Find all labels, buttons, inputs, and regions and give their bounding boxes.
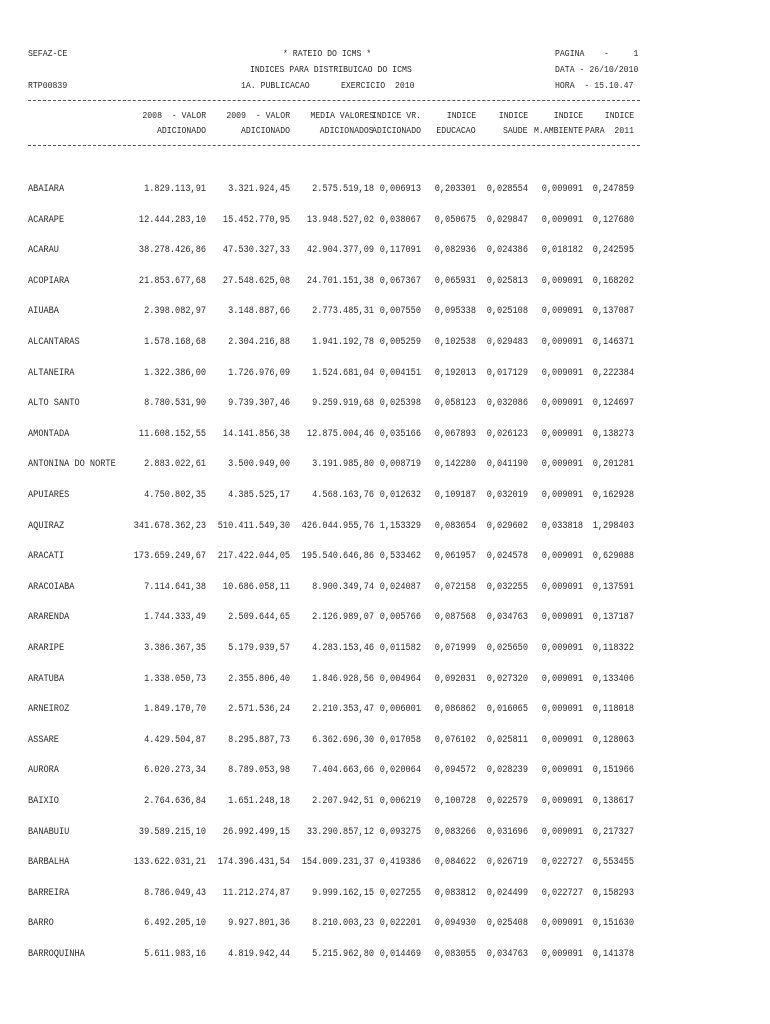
cell-indice-m-ambiente: 0,009091 — [541, 918, 583, 930]
municipality-name: AIUABA — [28, 306, 59, 318]
table-row — [0, 788, 770, 819]
cell-indice-educacao: 0,083266 — [434, 826, 476, 838]
cell-indice-educacao: 0,071999 — [434, 643, 476, 654]
column-header-indice-vr-adicionado-line1: INDICE VR. — [371, 110, 421, 121]
municipality-name: ALTANEIRA — [28, 367, 75, 379]
cell-indice-vr-adicionado: 0,004151 — [379, 367, 421, 379]
cell-indice-m-ambiente: 0,009091 — [541, 275, 583, 287]
cell-indice-m-ambiente: 0,033818 — [541, 520, 583, 532]
cell-indice-m-ambiente: 0,009091 — [541, 367, 583, 379]
cell-indice-educacao: 0,061957 — [434, 551, 476, 563]
cell-media-valores: 4.283.153,46 — [312, 643, 374, 654]
cell-indice-vr-adicionado: 0,117091 — [379, 245, 421, 257]
cell-indice-2011: 0,141378 — [592, 949, 634, 960]
cell-media-valores: 4.568.163,76 — [312, 490, 374, 501]
cell-indice-m-ambiente: 0,009091 — [541, 826, 583, 838]
municipality-name: ASSARE — [28, 734, 59, 746]
cell-value-2009: 2.571.536,24 — [228, 704, 290, 716]
cell-value-2009: 1.651.248,18 — [228, 796, 290, 807]
cell-value-2009: 4.385.525,17 — [228, 490, 290, 501]
cell-value-2009: 510.411.549,30 — [217, 520, 290, 532]
cell-indice-educacao: 0,092031 — [434, 673, 476, 685]
cell-indice-vr-adicionado: 0,011582 — [379, 643, 421, 654]
column-header-media-valores-line2: ADICIONADOS — [320, 125, 374, 136]
cell-indice-saude: 0,026719 — [486, 857, 528, 869]
cell-indice-educacao: 0,076102 — [434, 734, 476, 746]
municipality-name: ALCANTARAS — [28, 337, 80, 348]
cell-value-2008: 11.608.152,55 — [138, 428, 206, 440]
cell-value-2009: 10.686.058,11 — [222, 581, 290, 593]
cell-indice-2011: 0,138273 — [592, 428, 634, 440]
cell-indice-m-ambiente: 0,009091 — [541, 551, 583, 563]
cell-indice-2011: 0,201281 — [592, 459, 634, 471]
cell-indice-vr-adicionado: 0,006001 — [379, 704, 421, 716]
cell-indice-vr-adicionado: 0,006219 — [379, 796, 421, 807]
cell-indice-saude: 0,027320 — [486, 673, 528, 685]
cell-indice-2011: 0,137591 — [592, 581, 634, 593]
cell-indice-m-ambiente: 0,009091 — [541, 184, 583, 195]
cell-media-valores: 6.362.696,30 — [312, 734, 374, 746]
cell-indice-vr-adicionado: 0,025398 — [379, 398, 421, 410]
table-row — [0, 910, 770, 941]
header-center-line2: INDICES PARA DISTRIBUICAO DO ICMS — [250, 64, 412, 75]
cell-indice-vr-adicionado: 0,093275 — [379, 826, 421, 838]
table-row — [0, 237, 770, 268]
cell-indice-saude: 0,026123 — [486, 428, 528, 440]
cell-media-valores: 2.126.989,07 — [312, 612, 374, 624]
cell-indice-educacao: 0,083654 — [434, 520, 476, 532]
cell-indice-m-ambiente: 0,009091 — [541, 765, 583, 777]
municipality-name: ANTONINA DO NORTE — [28, 459, 116, 471]
cell-indice-educacao: 0,087568 — [434, 612, 476, 624]
cell-indice-2011: 0,138617 — [592, 796, 634, 807]
cell-indice-educacao: 0,082936 — [434, 245, 476, 257]
cell-indice-m-ambiente: 0,009091 — [541, 428, 583, 440]
cell-value-2009: 1.726.976,09 — [228, 367, 290, 379]
cell-media-valores: 12.875.004,46 — [306, 428, 374, 440]
cell-indice-m-ambiente: 0,009091 — [541, 581, 583, 593]
cell-indice-m-ambiente: 0,009091 — [541, 734, 583, 746]
header-right-line1: PAGINA - 1 — [555, 48, 639, 59]
table-row — [0, 574, 770, 605]
cell-indice-2011: 0,118018 — [592, 704, 634, 716]
municipality-name: ACARAU — [28, 245, 59, 257]
cell-indice-m-ambiente: 0,009091 — [541, 490, 583, 501]
cell-indice-vr-adicionado: 0,027255 — [379, 887, 421, 899]
cell-indice-2011: 0,222384 — [592, 367, 634, 379]
cell-indice-educacao: 0,072158 — [434, 581, 476, 593]
column-header-indice-educacao-line1: INDICE — [446, 110, 476, 121]
cell-indice-vr-adicionado: 0,008719 — [379, 459, 421, 471]
cell-indice-vr-adicionado: 0,024087 — [379, 581, 421, 593]
cell-media-valores: 24.701.151,38 — [306, 275, 374, 287]
municipality-name: BAIXIO — [28, 796, 59, 807]
cell-indice-educacao: 0,100728 — [434, 796, 476, 807]
table-row — [0, 298, 770, 329]
header-rule-top — [28, 100, 640, 101]
cell-value-2008: 5.611.983,16 — [144, 949, 206, 960]
cell-indice-saude: 0,029847 — [486, 214, 528, 226]
cell-indice-2011: 0,629088 — [592, 551, 634, 563]
cell-indice-saude: 0,034763 — [486, 949, 528, 960]
cell-value-2009: 174.396.431,54 — [217, 857, 290, 869]
cell-media-valores: 154.009.231,37 — [301, 857, 374, 869]
cell-indice-2011: 0,124697 — [592, 398, 634, 410]
cell-media-valores: 7.404.663,66 — [312, 765, 374, 777]
column-header-value-2009-line1: 2009 - VALOR — [226, 110, 290, 121]
cell-indice-2011: 1,298403 — [592, 520, 634, 532]
cell-indice-educacao: 0,142280 — [434, 459, 476, 471]
table-row — [0, 360, 770, 391]
cell-indice-educacao: 0,058123 — [434, 398, 476, 410]
table-row — [0, 604, 770, 635]
cell-indice-2011: 0,242595 — [592, 245, 634, 257]
header-center-line3b: EXERCICIO 2010 — [341, 80, 415, 91]
cell-indice-m-ambiente: 0,018182 — [541, 245, 583, 257]
table-row — [0, 482, 770, 513]
cell-value-2009: 8.789.053,98 — [228, 765, 290, 777]
cell-indice-saude: 0,025408 — [486, 918, 528, 930]
municipality-name: ARATUBA — [28, 673, 65, 685]
municipality-name: BANABUIU — [28, 826, 70, 838]
cell-value-2009: 4.819.942,44 — [228, 949, 290, 960]
cell-indice-saude: 0,024499 — [486, 887, 528, 899]
cell-value-2009: 15.452.770,95 — [222, 214, 290, 226]
cell-value-2009: 2.355.806,40 — [228, 673, 290, 685]
cell-indice-educacao: 0,102538 — [434, 337, 476, 348]
cell-indice-educacao: 0,109187 — [434, 490, 476, 501]
cell-indice-m-ambiente: 0,009091 — [541, 459, 583, 471]
cell-indice-m-ambiente: 0,009091 — [541, 398, 583, 410]
cell-indice-vr-adicionado: 0,012632 — [379, 490, 421, 501]
cell-indice-2011: 0,151630 — [592, 918, 634, 930]
cell-value-2008: 4.750.802,35 — [144, 490, 206, 501]
table-row — [0, 757, 770, 788]
cell-value-2008: 1.829.113,91 — [144, 184, 206, 195]
municipality-name: ALTO SANTO — [28, 398, 80, 410]
cell-value-2008: 1.338.050,73 — [144, 673, 206, 685]
table-row — [0, 696, 770, 727]
cell-indice-2011: 0,151966 — [592, 765, 634, 777]
cell-media-valores: 5.215.962,80 — [312, 949, 374, 960]
cell-indice-saude: 0,022579 — [486, 796, 528, 807]
cell-media-valores: 426.044.955,76 — [301, 520, 374, 532]
cell-indice-educacao: 0,203301 — [434, 184, 476, 195]
cell-value-2009: 3.500.949,00 — [228, 459, 290, 471]
municipality-name: ARARENDA — [28, 612, 70, 624]
column-header-indice-2011-line2: PARA 2011 — [584, 125, 634, 136]
cell-indice-m-ambiente: 0,022727 — [541, 887, 583, 899]
cell-value-2008: 1.744.333,49 — [144, 612, 206, 624]
cell-indice-m-ambiente: 0,009091 — [541, 337, 583, 348]
cell-media-valores: 1.846.928,56 — [312, 673, 374, 685]
cell-value-2008: 4.429.504,87 — [144, 734, 206, 746]
table-row — [0, 421, 770, 452]
cell-media-valores: 1.524.681,04 — [312, 367, 374, 379]
cell-media-valores: 2.207.942,51 — [312, 796, 374, 807]
municipality-name: AQUIRAZ — [28, 520, 65, 532]
cell-indice-saude: 0,032019 — [486, 490, 528, 501]
cell-indice-2011: 0,137187 — [592, 612, 634, 624]
cell-indice-saude: 0,028554 — [486, 184, 528, 195]
cell-indice-vr-adicionado: 0,533462 — [379, 551, 421, 563]
column-header-media-valores-line1: MEDIA VALORES — [310, 110, 374, 121]
cell-indice-saude: 0,017129 — [486, 367, 528, 379]
column-header-indice-m-ambiente-line1: INDICE — [553, 110, 583, 121]
cell-indice-saude: 0,041190 — [486, 459, 528, 471]
cell-value-2009: 8.295.887,73 — [228, 734, 290, 746]
cell-value-2008: 1.322.386,00 — [144, 367, 206, 379]
cell-value-2009: 2.304.216,88 — [228, 337, 290, 348]
cell-media-valores: 9.999.162,15 — [312, 887, 374, 899]
header-right-line2: DATA - 26/10/2010 — [555, 64, 639, 75]
table-row — [0, 666, 770, 697]
cell-value-2009: 47.530.327,33 — [222, 245, 290, 257]
cell-value-2008: 6.020.273,34 — [144, 765, 206, 777]
cell-indice-vr-adicionado: 0,006913 — [379, 184, 421, 195]
cell-indice-saude: 0,025650 — [486, 643, 528, 654]
cell-indice-m-ambiente: 0,009091 — [541, 643, 583, 654]
cell-indice-saude: 0,034763 — [486, 612, 528, 624]
header-center-line3a: 1A. PUBLICACAO — [241, 80, 310, 91]
cell-media-valores: 1.941.192,78 — [312, 337, 374, 348]
cell-indice-saude: 0,028239 — [486, 765, 528, 777]
column-header-value-2009-line2: ADICIONADO — [240, 125, 290, 136]
table-row — [0, 390, 770, 421]
cell-indice-2011: 0,553455 — [592, 857, 634, 869]
municipality-name: ARARIPE — [28, 643, 65, 654]
cell-indice-saude: 0,025108 — [486, 306, 528, 318]
cell-indice-vr-adicionado: 0,007550 — [379, 306, 421, 318]
municipality-name: ACARAPE — [28, 214, 65, 226]
cell-value-2009: 14.141.856,38 — [222, 428, 290, 440]
cell-value-2008: 2.398.082,97 — [144, 306, 206, 318]
cell-value-2008: 7.114.641,38 — [144, 581, 206, 593]
cell-value-2008: 1.578.168,68 — [144, 337, 206, 348]
cell-value-2009: 2.509.644,65 — [228, 612, 290, 624]
cell-indice-vr-adicionado: 0,005766 — [379, 612, 421, 624]
cell-indice-educacao: 0,084622 — [434, 857, 476, 869]
cell-value-2008: 3.386.367,35 — [144, 643, 206, 654]
column-header-indice-saude-line2: SAUDE — [503, 125, 528, 136]
cell-value-2008: 341.678.362,23 — [133, 520, 206, 532]
cell-value-2008: 38.278.426,86 — [138, 245, 206, 257]
cell-value-2008: 8.780.531,90 — [144, 398, 206, 410]
cell-indice-educacao: 0,192013 — [434, 367, 476, 379]
cell-indice-educacao: 0,083055 — [434, 949, 476, 960]
cell-indice-m-ambiente: 0,009091 — [541, 949, 583, 960]
cell-media-valores: 33.290.857,12 — [306, 826, 374, 838]
cell-indice-2011: 0,247859 — [592, 184, 634, 195]
header-rule-bottom — [28, 145, 640, 146]
cell-media-valores: 2.575.519,18 — [312, 184, 374, 195]
cell-indice-saude: 0,024578 — [486, 551, 528, 563]
cell-value-2009: 26.992.499,15 — [222, 826, 290, 838]
cell-indice-vr-adicionado: 0,419386 — [379, 857, 421, 869]
table-row — [0, 176, 770, 207]
cell-indice-saude: 0,016065 — [486, 704, 528, 716]
cell-value-2009: 27.548.625,08 — [222, 275, 290, 287]
cell-indice-m-ambiente: 0,009091 — [541, 704, 583, 716]
cell-value-2008: 12.444.283,10 — [138, 214, 206, 226]
header-left-line3: RTP00839 — [28, 80, 68, 91]
cell-media-valores: 8.210.003,23 — [312, 918, 374, 930]
column-header-indice-2011-line1: INDICE — [604, 110, 634, 121]
cell-media-valores: 9.259.919,68 — [312, 398, 374, 410]
cell-indice-vr-adicionado: 0,005259 — [379, 337, 421, 348]
column-header-value-2008-line1: 2008 - VALOR — [142, 110, 206, 121]
table-row — [0, 543, 770, 574]
municipality-name: BARBALHA — [28, 857, 70, 869]
cell-indice-saude: 0,032255 — [486, 581, 528, 593]
cell-indice-vr-adicionado: 0,067367 — [379, 275, 421, 287]
cell-indice-vr-adicionado: 0,014469 — [379, 949, 421, 960]
cell-indice-2011: 0,133406 — [592, 673, 634, 685]
municipality-name: AURORA — [28, 765, 59, 777]
table-row — [0, 941, 770, 972]
table-row — [0, 727, 770, 758]
cell-indice-vr-adicionado: 0,022201 — [379, 918, 421, 930]
cell-indice-m-ambiente: 0,009091 — [541, 214, 583, 226]
cell-value-2009: 3.321.924,45 — [228, 184, 290, 195]
cell-indice-saude: 0,031696 — [486, 826, 528, 838]
cell-value-2009: 9.739.307,46 — [228, 398, 290, 410]
cell-media-valores: 195.540.646,86 — [301, 551, 374, 563]
cell-value-2008: 173.659.249,67 — [133, 551, 206, 563]
cell-indice-vr-adicionado: 0,038067 — [379, 214, 421, 226]
cell-indice-m-ambiente: 0,009091 — [541, 612, 583, 624]
cell-indice-2011: 0,158293 — [592, 887, 634, 899]
cell-value-2008: 6.492.205,10 — [144, 918, 206, 930]
cell-media-valores: 2.773.485,31 — [312, 306, 374, 318]
cell-indice-vr-adicionado: 0,004964 — [379, 673, 421, 685]
municipality-name: ABAIARA — [28, 184, 65, 195]
table-row — [0, 268, 770, 299]
table-row — [0, 329, 770, 360]
municipality-name: ARNEIROZ — [28, 704, 70, 716]
cell-value-2009: 3.148.887,66 — [228, 306, 290, 318]
cell-media-valores: 3.191.985,80 — [312, 459, 374, 471]
cell-value-2008: 21.853.677,68 — [138, 275, 206, 287]
cell-indice-educacao: 0,065931 — [434, 275, 476, 287]
municipality-name: ARACATI — [28, 551, 65, 563]
cell-indice-educacao: 0,067893 — [434, 428, 476, 440]
municipality-name: BARROQUINHA — [28, 949, 85, 960]
cell-indice-educacao: 0,050675 — [434, 214, 476, 226]
column-header-indice-educacao-line2: EDUCACAO — [436, 125, 476, 136]
cell-indice-saude: 0,029483 — [486, 337, 528, 348]
cell-media-valores: 42.904.377,09 — [306, 245, 374, 257]
cell-indice-vr-adicionado: 0,035166 — [379, 428, 421, 440]
column-header-value-2008-line2: ADICIONADO — [156, 125, 206, 136]
municipality-name: ACOPIARA — [28, 275, 70, 287]
cell-indice-educacao: 0,095338 — [434, 306, 476, 318]
cell-value-2008: 2.883.022,61 — [144, 459, 206, 471]
cell-value-2009: 11.212.274,87 — [222, 887, 290, 899]
cell-indice-2011: 0,162928 — [592, 490, 634, 501]
table-row — [0, 819, 770, 850]
cell-value-2008: 39.589.215,10 — [138, 826, 206, 838]
municipality-name: AMONTADA — [28, 428, 70, 440]
cell-value-2008: 8.786.049,43 — [144, 887, 206, 899]
cell-media-valores: 8.900.349,74 — [312, 581, 374, 593]
cell-indice-m-ambiente: 0,022727 — [541, 857, 583, 869]
table-row — [0, 451, 770, 482]
table-row — [0, 635, 770, 666]
cell-indice-vr-adicionado: 0,017058 — [379, 734, 421, 746]
cell-indice-saude: 0,025813 — [486, 275, 528, 287]
cell-indice-2011: 0,118322 — [592, 643, 634, 654]
cell-indice-educacao: 0,083812 — [434, 887, 476, 899]
cell-indice-m-ambiente: 0,009091 — [541, 796, 583, 807]
header-left-line1: SEFAZ-CE — [28, 48, 68, 59]
cell-indice-vr-adicionado: 1,153329 — [379, 520, 421, 532]
table-row — [0, 849, 770, 880]
cell-indice-saude: 0,032086 — [486, 398, 528, 410]
cell-indice-saude: 0,025811 — [486, 734, 528, 746]
column-header-indice-m-ambiente-line2: M.AMBIENTE — [533, 125, 583, 136]
cell-indice-saude: 0,024386 — [486, 245, 528, 257]
cell-media-valores: 13.948.527,02 — [306, 214, 374, 226]
cell-indice-m-ambiente: 0,009091 — [541, 306, 583, 318]
municipality-name: BARREIRA — [28, 887, 70, 899]
cell-indice-saude: 0,029602 — [486, 520, 528, 532]
cell-media-valores: 2.210.353,47 — [312, 704, 374, 716]
header-center-line1: * RATEIO DO ICMS * — [283, 48, 372, 59]
cell-indice-2011: 0,127680 — [592, 214, 634, 226]
municipality-name: ARACOIABA — [28, 581, 75, 593]
column-header-indice-vr-adicionado-line2: ADICIONADO — [371, 125, 421, 136]
table-row — [0, 513, 770, 544]
cell-indice-vr-adicionado: 0,020064 — [379, 765, 421, 777]
cell-indice-2011: 0,168202 — [592, 275, 634, 287]
cell-value-2008: 1.849.170,70 — [144, 704, 206, 716]
cell-indice-m-ambiente: 0,009091 — [541, 673, 583, 685]
header-right-line3: HORA - 15.10.47 — [555, 80, 634, 91]
cell-indice-2011: 0,128063 — [592, 734, 634, 746]
cell-value-2008: 133.622.031,21 — [133, 857, 206, 869]
column-header-indice-saude-line1: INDICE — [498, 110, 528, 121]
cell-value-2009: 5.179.939,57 — [228, 643, 290, 654]
table-row — [0, 880, 770, 911]
municipality-name: APUIARES — [28, 490, 70, 501]
cell-indice-educacao: 0,094572 — [434, 765, 476, 777]
cell-indice-2011: 0,146371 — [592, 337, 634, 348]
table-row — [0, 207, 770, 238]
cell-value-2009: 9.927.801,36 — [228, 918, 290, 930]
municipality-name: BARRO — [28, 918, 54, 930]
cell-value-2008: 2.764.636,84 — [144, 796, 206, 807]
cell-indice-2011: 0,137087 — [592, 306, 634, 318]
cell-indice-educacao: 0,086862 — [434, 704, 476, 716]
cell-indice-educacao: 0,094930 — [434, 918, 476, 930]
cell-indice-2011: 0,217327 — [592, 826, 634, 838]
cell-value-2009: 217.422.044,05 — [217, 551, 290, 563]
